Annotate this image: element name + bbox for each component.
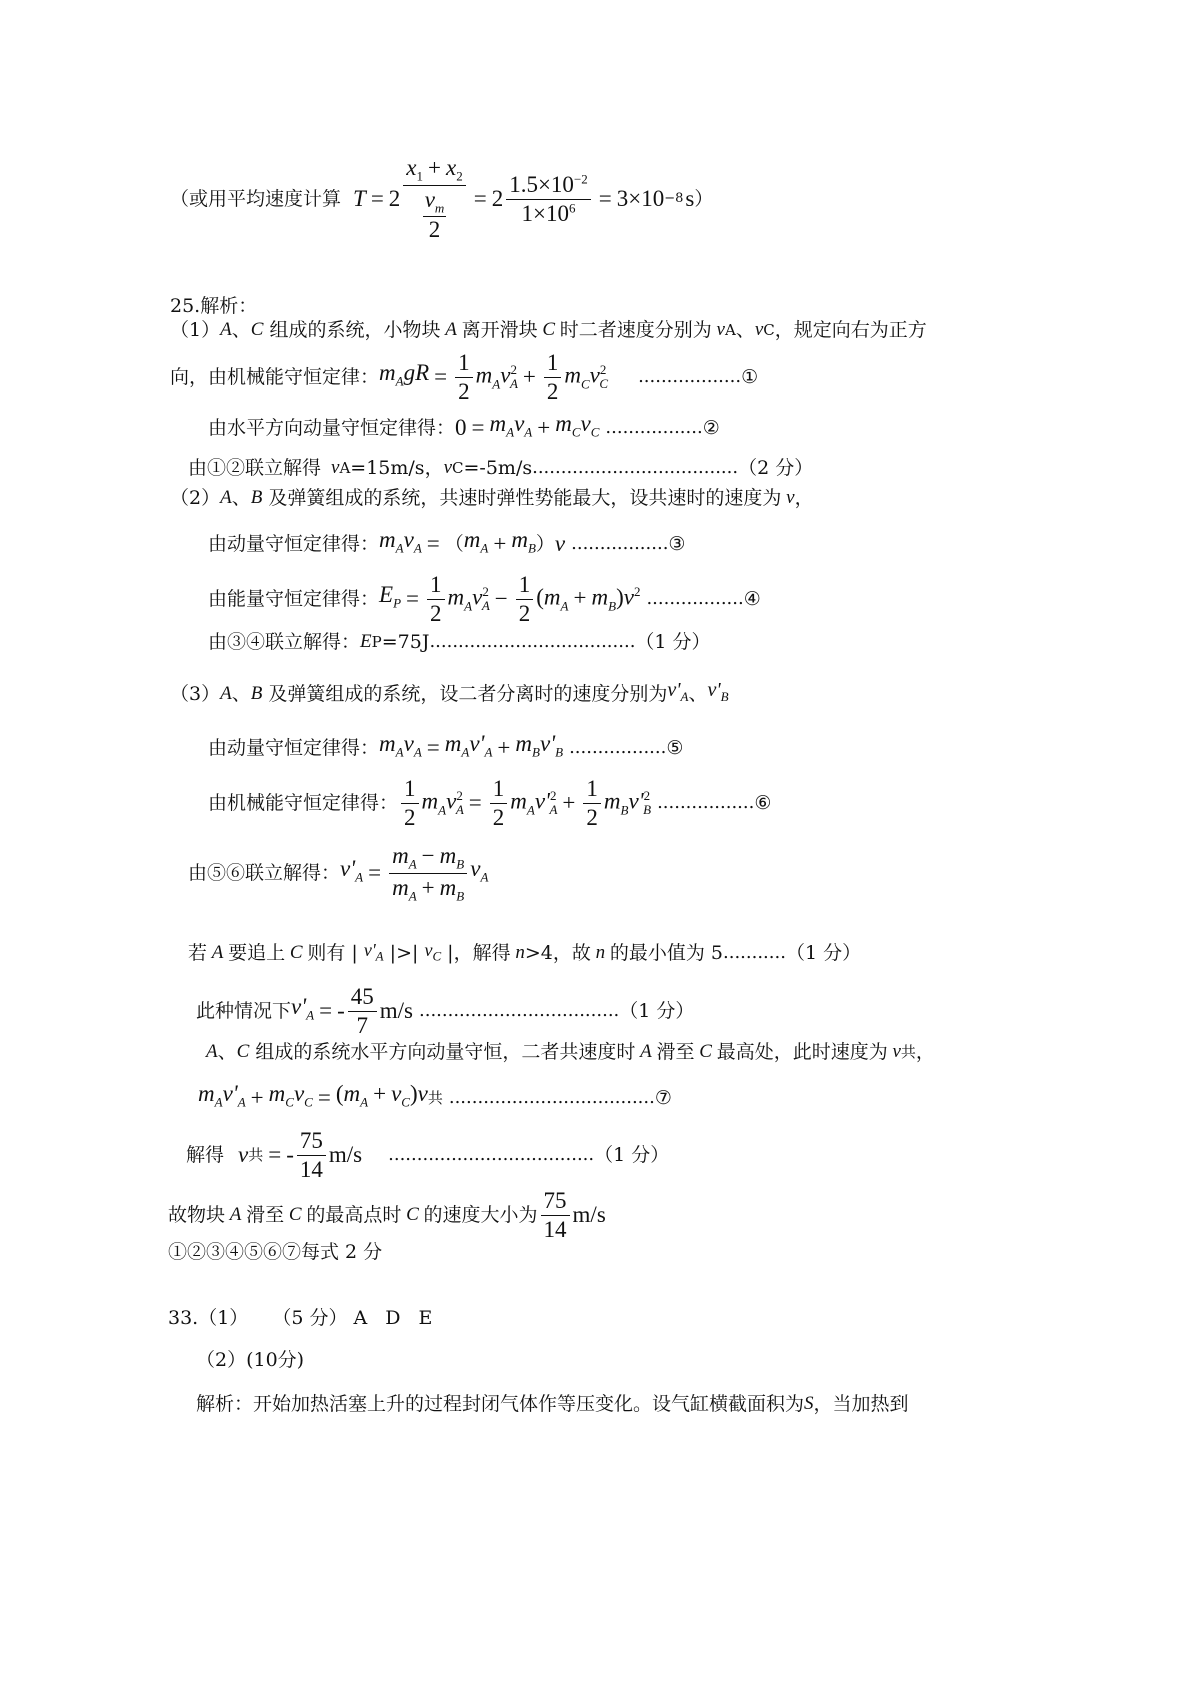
momentum-eq-label: 由水平方向动量守恒定律得： [208, 417, 456, 440]
case-label: 此种情况下 [196, 1000, 292, 1022]
energy-eq-label: 向，由机械能守恒定律： [170, 366, 380, 388]
final-b: 滑至 [246, 1204, 285, 1226]
q33-analysis-text: 解析：开始加热活塞上升的过程封闭气体作等压变化。设气缸横截面积为 [196, 1393, 805, 1415]
fraction-x-over-vm: $x_1 + x_2$ $v_m$ 2 [403, 155, 465, 242]
t-den-exp: 6 [568, 199, 576, 215]
final-d: 的速度大小为 [423, 1204, 538, 1226]
q33-part2-label: （2）(10分) [196, 1349, 305, 1371]
close-paren: ） [694, 188, 714, 210]
momentum-ac-line: $m_Av'_A$ + $m_Cv_C$ = $(m_A + v_C)v$ 共 .................................... ⑦ [198, 1081, 672, 1111]
vgong-den: 14 [299, 1156, 323, 1182]
final-a: 故物块 [168, 1204, 226, 1226]
t-num-exp: −2 [573, 171, 588, 187]
avg-speed-line: （或用平均速度计算 T = 2 $x_1 + x_2$ $v_m$ 2 = 2 $\frac{1.5\times 10^{-2}}{1\times 10^6}$ = 3×10 −8 s ） [170, 155, 714, 243]
score-1d: （1 分） [594, 1144, 670, 1166]
t-den: 1×10 [521, 200, 569, 226]
va-value: =15m/s [350, 457, 425, 479]
marker-2: ② [702, 417, 720, 440]
part3-text: 及弹簧组成的系统，设二者分离时的速度分别为 [268, 682, 668, 705]
energy-3-label: 由机械能守恒定律得： [208, 792, 399, 814]
momentum-3-label: 由动量守恒定律得： [208, 737, 380, 760]
part1-line: （1） A 、 C 组成的系统，小物块 A 离开滑块 C 时二者速度分别为 v A 、 v C ，规定向右为正方 [170, 316, 927, 344]
condition-line: 若 A 要追上 C 则有 | $v'_A$ |>| $v_C$ | ，解得 n >4 ，故 n 的最小值为 5 ........... （1 分） [188, 936, 861, 971]
ac-text-c: 最高处，此时速度为 [716, 1041, 888, 1063]
cond-b: 要追上 [228, 942, 286, 965]
part3-label: （3） [170, 682, 221, 705]
ac-system-line: A 、 C 组成的系统水平方向动量守恒，二者共速度时 A 滑至 C 最高处，此时速度为 v 共 ， [206, 1038, 935, 1066]
ac-text-b: 滑至 [656, 1041, 695, 1063]
momentum-2-line: 由动量守恒定律得： $m_Av_A$ = （ $m_A$ + $m_B$ ） v ................. ③ [208, 527, 686, 557]
marker-7: ⑦ [654, 1087, 672, 1110]
solve-2-line: 由③④联立解得： E P =75J .................................... （1 分） [208, 628, 711, 656]
q33-part2 [196, 1346, 304, 1374]
vfinal-den: 14 [543, 1216, 567, 1242]
scoring-text: ①②③④⑤⑥⑦每式 2 分 [168, 1241, 383, 1263]
energy-2-line: 由能量守恒定律得： $E_P$ = $\frac{1}{2}$ $m_Av^2_A$ − $\frac{1}{2}$ $(m_A + m_B)v^2$ ................. ④ [208, 572, 761, 626]
n-value: >4 [524, 942, 553, 965]
avg-speed-intro: （或用平均速度计算 [170, 188, 342, 210]
va-prime-den: 7 [356, 1012, 369, 1038]
final-line: 故物块 A 滑至 C 的最高点时 C 的速度大小为 $\frac{75}{14}$ m/s [168, 1188, 606, 1242]
cond-a: 若 [188, 942, 208, 965]
final-c: 的最高点时 [306, 1204, 402, 1226]
momentum-eq-line: 由水平方向动量守恒定律得： 0 = $m_Av_A$ + $m_Cv_C$ ................. ② [208, 411, 720, 441]
t-num: 1.5×10 [509, 172, 574, 198]
part2-label: （2） [170, 487, 221, 509]
q33-label: 33.（1） [168, 1307, 249, 1329]
cond-c: 则有 [307, 942, 346, 965]
va-prime-num: 45 [348, 984, 377, 1011]
unit-3: m/s [572, 1202, 606, 1227]
result-line: 解得 v 共 = - $\frac{75}{14}$ m/s .................................... （1 分） [186, 1128, 670, 1182]
momentum-3-line: 由动量守恒定律得： $m_Av_A$ = $m_Av'_A$ + $m_Bv'_B$ ................. ⑤ [208, 731, 684, 761]
marker-6: ⑥ [754, 792, 772, 814]
vgong-num: 75 [297, 1128, 326, 1155]
t-result: 3×10 [616, 186, 665, 211]
marker-4: ④ [743, 588, 761, 610]
part1-label: （1） [170, 319, 221, 341]
ep-value: =75J [381, 631, 430, 653]
q33-analysis-tail: ，当加热到 [813, 1393, 909, 1415]
energy-2-label: 由能量守恒定律得： [208, 588, 380, 610]
marker-5: ⑤ [666, 737, 684, 760]
solve-1-line: 由①②联立解得 v A =15m/s ， v C =-5m/s .................................... （2 分） [188, 454, 813, 482]
part2-line: （2） A 、 B 及弹簧组成的系统，共速时弹性势能最大，设共速时的速度为 v ， [170, 484, 814, 512]
t-unit: s [685, 186, 695, 211]
t-result-exp: −8 [664, 191, 684, 206]
part1-text-d: ，规定向右为正方 [774, 319, 927, 341]
marker-3: ③ [668, 533, 686, 556]
case-line: 此种情况下 $v'_A$ = - $\frac{45}{7}$ m/s ................................... （1 分） [196, 984, 695, 1038]
energy-3-line: 由机械能守恒定律得： $\frac{1}{2}$ $m_Av^2_A$ = $\frac{1}{2}$ $m_Av'^2_A$ + $\frac{1}{2}$ $m_Bv'^2_B$ ................. ⑥ [208, 776, 772, 830]
scoring-note [168, 1238, 382, 1266]
score-1a: （1 分） [635, 631, 711, 653]
momentum-2-label: 由动量守恒定律得： [208, 533, 380, 556]
q33-score: （5 分） [272, 1307, 348, 1329]
vc-value: =-5m/s [463, 457, 533, 479]
score-2: （2 分） [738, 457, 814, 479]
cond-d: ，解得 [453, 942, 511, 965]
q33-analysis: 解析：开始加热活塞上升的过程封闭气体作等压变化。设气缸横截面积为 S ，当加热到 [196, 1390, 909, 1418]
marker-1: ① [741, 366, 759, 388]
score-1b: （1 分） [785, 942, 862, 965]
part1-text-c: 时二者速度分别为 [559, 319, 712, 341]
unit-1: m/s [379, 998, 413, 1023]
solve-1-label: 由①②联立解得 [188, 457, 322, 479]
part2-text: 及弹簧组成的系统，共速时弹性势能最大，设共速时的速度为 [268, 487, 782, 509]
part1-text-b: 离开滑块 [461, 319, 538, 341]
solve-2-label: 由③④联立解得： [208, 631, 361, 653]
result-label: 解得 [186, 1144, 225, 1166]
unit-2: m/s [328, 1142, 363, 1167]
vfinal-num: 75 [541, 1188, 570, 1215]
ac-text-a: 组成的系统水平方向动量守恒，二者共速度时 [255, 1041, 636, 1063]
solve-3-label: 由⑤⑥联立解得： [188, 862, 341, 884]
part3-line: （3） A 、 B 及弹簧组成的系统，设二者分离时的速度分别为 $v'_A$ 、 $v'_B$ [170, 676, 729, 711]
cond-e: ，故 [552, 942, 591, 965]
energy-eq-line: 向，由机械能守恒定律： $m_AgR$ = $\frac{1}{2}$ $m_Av^2_A$ + $\frac{1}{2}$ $m_Cv^2_C$ .................. ① [170, 350, 759, 404]
fraction-numeric [506, 172, 591, 226]
solve-3-line: 由⑤⑥联立解得： $v'_A$ = $\frac{m_A - m_B}{m_A + m_B}$ $v_A$ [188, 842, 489, 904]
cond-f: 的最小值为 5 [609, 942, 723, 965]
part1-text-a: 组成的系统，小物块 [269, 319, 441, 341]
q33-line [168, 1304, 438, 1332]
q33-answer: A D E [353, 1307, 439, 1329]
q25-title: 25.解析： [170, 295, 258, 317]
score-1c: （1 分） [619, 1000, 695, 1022]
